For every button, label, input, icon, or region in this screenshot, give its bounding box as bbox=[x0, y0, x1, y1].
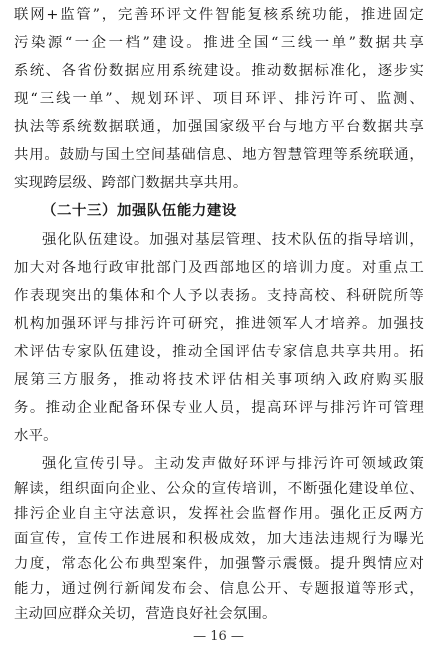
paragraph-2-line-3: 作表现突出的集体和个人予以表扬。支持高校、科研院所等 bbox=[14, 288, 424, 304]
paragraph-3-line-1: 强化宣传引导。主动发声做好环评与排污许可领域政策 bbox=[42, 456, 424, 472]
paragraph-2-line-4: 机构加强环评与排污许可研究，推进领军人才培养。加强技 bbox=[14, 316, 424, 332]
paragraph-1-line-4: 现“三线一单”、规划环评、项目环评、排污许可、监测、 bbox=[14, 91, 424, 107]
section-heading: （二十三）加强队伍能力建设 bbox=[42, 203, 237, 219]
paragraph-2-line-8: 水平。 bbox=[14, 428, 58, 444]
paragraph-3-line-6: 能力，通过例行新闻发布会、信息公开、专题报道等形式， bbox=[14, 581, 424, 597]
paragraph-1-line-6: 共用。鼓励与国土空间基础信息、地方智慧管理等系统联通， bbox=[14, 147, 424, 163]
page-number: — 16 — bbox=[193, 629, 244, 644]
paragraph-1-line-5: 执法等系统数据联通，加强国家级平台与地方平台数据共享 bbox=[14, 119, 424, 135]
paragraph-3-line-2: 解读，组织面向企业、公众的宣传培训，不断强化建设单位、 bbox=[14, 481, 424, 497]
paragraph-3-line-4: 面宣传，宣传工作进展和积极成效，加大违法违规行为曝光 bbox=[14, 531, 424, 547]
paragraph-1-line-2: 污染源“一企一档”建设。推进全国“三线一单”数据共享 bbox=[14, 35, 424, 51]
paragraph-3-line-7: 主动回应群众关切，营造良好社会氛围。 bbox=[14, 606, 277, 622]
paragraph-2-line-2: 加大对各地行政审批部门及西部地区的培训力度。对重点工 bbox=[14, 260, 424, 276]
paragraph-1-line-1: 联网+监管”，完善环评文件智能复核系统功能，推进固定 bbox=[14, 7, 424, 23]
paragraph-3-line-5: 力度，常态化公布典型案件，加强警示震慑。提升舆情应对 bbox=[14, 556, 424, 572]
paragraph-1-line-3: 系统、各省份数据应用系统建设。推动数据标准化，逐步实 bbox=[14, 63, 424, 79]
paragraph-2-line-6: 展第三方服务，推动将技术评估相关事项纳入政府购买服 bbox=[14, 372, 424, 388]
paragraph-2-line-7: 务。推动企业配备环保专业人员，提高环评与排污许可管理 bbox=[14, 400, 424, 416]
paragraph-3-line-3: 排污企业自主守法意识，发挥社会监督作用。强化正反两方 bbox=[14, 506, 424, 522]
paragraph-1-line-7: 实现跨层级、跨部门数据共享共用。 bbox=[14, 175, 248, 191]
paragraph-2-line-5: 术评估专家队伍建设，推动全国评估专家信息共享共用。拓 bbox=[14, 344, 424, 360]
paragraph-2-line-1: 强化队伍建设。加强对基层管理、技术队伍的指导培训， bbox=[42, 232, 424, 248]
